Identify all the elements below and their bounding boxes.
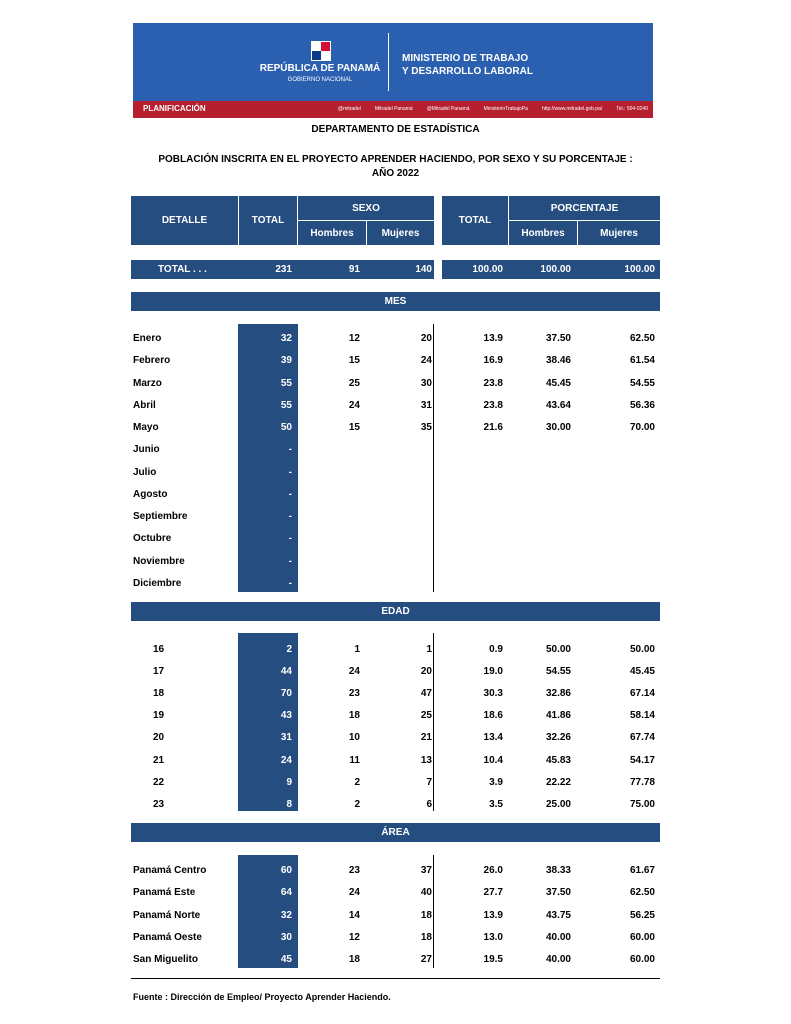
table-row: [0, 489, 791, 502]
cell-total: -: [288, 467, 292, 478]
total-row-label: TOTAL . . .: [158, 264, 207, 275]
cell-total: -: [288, 533, 292, 544]
table-row: [0, 954, 791, 967]
cell-mujeres-porcentaje: 45.45: [629, 666, 655, 677]
cell-hombres-porcentaje: 43.64: [545, 400, 571, 411]
cell-mujeres: 25: [420, 710, 432, 721]
cell-total-porcentaje: 13.9: [483, 333, 503, 344]
table-title-line-2: AÑO 2022: [371, 168, 420, 179]
cell-total-porcentaje: 16.9: [483, 355, 503, 366]
cell-hombres: 23: [348, 688, 360, 699]
panama-flag-icon: [311, 41, 331, 61]
cell-mujeres-porcentaje: 60.00: [629, 932, 655, 943]
cell-mujeres: 24: [420, 355, 432, 366]
table-row: [0, 799, 791, 812]
cell-mujeres: 20: [420, 666, 432, 677]
cell-hombres-porcentaje: 40.00: [545, 954, 571, 965]
row-label: Abril: [133, 400, 156, 411]
cell-hombres-porcentaje: 50.00: [545, 644, 571, 655]
row-label: 21: [153, 755, 165, 766]
row-label: 22: [153, 777, 165, 788]
row-label: Noviembre: [133, 556, 185, 567]
table-row: [0, 666, 791, 679]
cell-hombres: 24: [348, 666, 360, 677]
cell-hombres-porcentaje: 38.46: [545, 355, 571, 366]
row-label: San Miguelito: [133, 954, 198, 965]
header-mujeres: Mujeres: [367, 221, 434, 245]
section-area: ÁREA: [131, 823, 660, 842]
cell-hombres-porcentaje: 45.83: [545, 755, 571, 766]
cell-total-porcentaje: 26.0: [483, 865, 503, 876]
cell-total: 2: [286, 644, 292, 655]
ministerio-label: [402, 52, 533, 78]
cell-total: 43: [280, 710, 292, 721]
table-row: [0, 865, 791, 878]
cell-mujeres-porcentaje: 67.74: [629, 732, 655, 743]
header-hombres-porcentaje: Hombres: [509, 221, 577, 245]
table-row: [0, 556, 791, 569]
total-row-total-porcentaje: 100.00: [472, 264, 503, 275]
row-label: Octubre: [133, 533, 172, 544]
table-row: [0, 910, 791, 923]
table-row: [0, 400, 791, 413]
youtube-handle: MinisterioTrabajoPa: [483, 106, 528, 112]
cell-total-porcentaje: 10.4: [483, 755, 503, 766]
cell-total-porcentaje: 30.3: [483, 688, 503, 699]
social-links: [338, 106, 648, 112]
cell-total: 70: [280, 688, 292, 699]
cell-total-porcentaje: 23.8: [483, 400, 503, 411]
cell-total: 31: [280, 732, 292, 743]
republica-label: REPÚBLICA DE PANAMÁ: [259, 63, 381, 74]
cell-hombres: 12: [348, 932, 360, 943]
cell-mujeres-porcentaje: 61.67: [629, 865, 655, 876]
cell-total: -: [288, 578, 292, 589]
cell-mujeres: 6: [426, 799, 432, 810]
cell-mujeres-porcentaje: 70.00: [629, 422, 655, 433]
table-row: [0, 688, 791, 701]
header-total: TOTAL: [239, 196, 297, 245]
cell-hombres-porcentaje: 37.50: [545, 333, 571, 344]
cell-hombres: 18: [348, 954, 360, 965]
table-row: [0, 444, 791, 457]
table-row: [0, 887, 791, 900]
header-total-porcentaje: TOTAL: [442, 196, 508, 245]
row-label: Diciembre: [133, 578, 182, 589]
cell-hombres-porcentaje: 32.86: [545, 688, 571, 699]
cell-hombres: 2: [354, 799, 360, 810]
website-url: http://www.mitradel.gob.pa/: [541, 106, 603, 112]
cell-total: -: [288, 511, 292, 522]
cell-mujeres: 31: [420, 400, 432, 411]
table-row: [0, 755, 791, 768]
row-label: Panamá Oeste: [133, 932, 202, 943]
header-sexo: SEXO: [298, 196, 434, 220]
cell-mujeres-porcentaje: 50.00: [629, 644, 655, 655]
cell-hombres: 23: [348, 865, 360, 876]
cell-total-porcentaje: 3.9: [489, 777, 503, 788]
cell-hombres-porcentaje: 25.00: [545, 799, 571, 810]
cell-hombres: 14: [348, 910, 360, 921]
cell-hombres: 2: [354, 777, 360, 788]
cell-total: 30: [280, 932, 292, 943]
total-row-mujeres: 140: [415, 264, 432, 275]
cell-mujeres-porcentaje: 54.17: [629, 755, 655, 766]
cell-hombres-porcentaje: 45.45: [545, 378, 571, 389]
table-row: [0, 533, 791, 546]
cell-total: 64: [280, 887, 292, 898]
table-row: [0, 467, 791, 480]
cell-hombres-porcentaje: 22.22: [545, 777, 571, 788]
department-title: DEPARTAMENTO DE ESTADÍSTICA: [311, 124, 480, 135]
header-divider: [388, 33, 389, 91]
cell-mujeres-porcentaje: 56.36: [629, 400, 655, 411]
cell-total: 55: [280, 400, 292, 411]
cell-mujeres: 21: [420, 732, 432, 743]
cell-total: -: [288, 556, 292, 567]
row-label: 17: [153, 666, 165, 677]
row-label: Mayo: [133, 422, 159, 433]
cell-mujeres-porcentaje: 77.78: [629, 777, 655, 788]
cell-total-porcentaje: 21.6: [483, 422, 503, 433]
cell-mujeres: 1: [426, 644, 432, 655]
section-mes: MES: [131, 292, 660, 311]
cell-mujeres-porcentaje: 61.54: [629, 355, 655, 366]
cell-total: 32: [280, 333, 292, 344]
cell-total: 50: [280, 422, 292, 433]
cell-total: 45: [280, 954, 292, 965]
row-label: Panamá Centro: [133, 865, 207, 876]
cell-hombres: 1: [354, 644, 360, 655]
cell-hombres-porcentaje: 30.00: [545, 422, 571, 433]
row-label: 18: [153, 688, 165, 699]
table-row: [0, 378, 791, 391]
cell-hombres-porcentaje: 37.50: [545, 887, 571, 898]
row-label: 20: [153, 732, 165, 743]
cell-total: -: [288, 489, 292, 500]
table-row: [0, 732, 791, 745]
row-label: 16: [153, 644, 165, 655]
table-row: [0, 333, 791, 346]
table-title-line-1: POBLACIÓN INSCRITA EN EL PROYECTO APRENDER HACIENDO, POR SEXO Y SU PORCENTAJE :: [158, 154, 633, 165]
table-row: [0, 710, 791, 723]
cell-total: 32: [280, 910, 292, 921]
cell-total: 9: [286, 777, 292, 788]
cell-hombres: 25: [348, 378, 360, 389]
table-row: [0, 932, 791, 945]
row-label: Marzo: [133, 378, 162, 389]
twitter-handle: @mitradel: [338, 106, 361, 112]
table-row: [0, 422, 791, 435]
row-label: Agosto: [133, 489, 168, 500]
total-row: [0, 264, 791, 277]
cell-total-porcentaje: 13.9: [483, 910, 503, 921]
cell-total-porcentaje: 13.0: [483, 932, 503, 943]
planificacion-label: PLANIFICACIÓN: [143, 104, 206, 113]
total-row-hombres-porcentaje: 100.00: [540, 264, 571, 275]
cell-total-porcentaje: 13.4: [483, 732, 503, 743]
cell-mujeres: 20: [420, 333, 432, 344]
cell-mujeres: 7: [426, 777, 432, 788]
row-label: Septiembre: [133, 511, 188, 522]
cell-mujeres: 18: [420, 932, 432, 943]
table-row: [0, 511, 791, 524]
ministerio-line-2: Y DESARROLLO LABORAL: [402, 66, 533, 77]
row-label: Panamá Norte: [133, 910, 201, 921]
total-row-total: 231: [275, 264, 292, 275]
source-note: Fuente : Dirección de Empleo/ Proyecto Aprender Haciendo.: [133, 992, 391, 1002]
footer-rule: [131, 978, 660, 979]
row-label: Febrero: [133, 355, 171, 366]
cell-mujeres: 35: [420, 422, 432, 433]
cell-mujeres-porcentaje: 56.25: [629, 910, 655, 921]
cell-total: 55: [280, 378, 292, 389]
cell-mujeres: 40: [420, 887, 432, 898]
row-label: 19: [153, 710, 165, 721]
total-row-hombres: 91: [348, 264, 360, 275]
row-label: Julio: [133, 467, 157, 478]
table-row: [0, 355, 791, 368]
cell-mujeres-porcentaje: 62.50: [629, 333, 655, 344]
cell-mujeres-porcentaje: 62.50: [629, 887, 655, 898]
cell-hombres-porcentaje: 41.86: [545, 710, 571, 721]
phone-number: Tel.: 504-0240: [616, 106, 648, 112]
cell-hombres-porcentaje: 32.26: [545, 732, 571, 743]
section-edad: EDAD: [131, 602, 660, 621]
total-row-mujeres-porcentaje: 100.00: [624, 264, 655, 275]
header-porcentaje: PORCENTAJE: [509, 196, 660, 220]
cell-hombres: 12: [348, 333, 360, 344]
header-banner: [133, 23, 653, 101]
header-hombres: Hombres: [298, 221, 366, 245]
cell-hombres: 18: [348, 710, 360, 721]
cell-mujeres: 37: [420, 865, 432, 876]
cell-total-porcentaje: 3.5: [489, 799, 503, 810]
cell-total-porcentaje: 0.9: [489, 644, 503, 655]
row-label: Enero: [133, 333, 162, 344]
cell-total: 39: [280, 355, 292, 366]
cell-total: 60: [280, 865, 292, 876]
cell-hombres: 24: [348, 887, 360, 898]
table-row: [0, 777, 791, 790]
row-label: Junio: [133, 444, 160, 455]
cell-hombres-porcentaje: 38.33: [545, 865, 571, 876]
cell-mujeres: 27: [420, 954, 432, 965]
cell-total: 24: [280, 755, 292, 766]
table-row: [0, 578, 791, 591]
cell-total-porcentaje: 18.6: [483, 710, 503, 721]
cell-total-porcentaje: 19.5: [483, 954, 503, 965]
cell-mujeres: 18: [420, 910, 432, 921]
cell-total: -: [288, 444, 292, 455]
table-row: [0, 644, 791, 657]
cell-hombres-porcentaje: 54.55: [545, 666, 571, 677]
cell-hombres: 24: [348, 400, 360, 411]
cell-total-porcentaje: 23.8: [483, 378, 503, 389]
cell-total: 44: [280, 666, 292, 677]
cell-hombres-porcentaje: 43.75: [545, 910, 571, 921]
gobierno-label: GOBIERNO NACIONAL: [287, 77, 353, 83]
cell-mujeres: 30: [420, 378, 432, 389]
cell-mujeres: 47: [420, 688, 432, 699]
row-label: Panamá Este: [133, 887, 196, 898]
cell-total: 8: [286, 799, 292, 810]
instagram-handle: @Mitradel Panamá: [426, 106, 470, 112]
cell-mujeres: 13: [420, 755, 432, 766]
cell-mujeres-porcentaje: 54.55: [629, 378, 655, 389]
row-label: 23: [153, 799, 165, 810]
facebook-handle: Mitradel Panamá: [374, 106, 413, 112]
cell-total-porcentaje: 27.7: [483, 887, 503, 898]
cell-mujeres-porcentaje: 67.14: [629, 688, 655, 699]
header-detalle: DETALLE: [131, 196, 238, 245]
header-mujeres-porcentaje: Mujeres: [578, 221, 660, 245]
cell-hombres: 10: [348, 732, 360, 743]
ministerio-line-1: MINISTERIO DE TRABAJO: [402, 53, 529, 64]
cell-mujeres-porcentaje: 75.00: [629, 799, 655, 810]
cell-mujeres-porcentaje: 58.14: [629, 710, 655, 721]
cell-hombres-porcentaje: 40.00: [545, 932, 571, 943]
cell-hombres: 11: [349, 755, 360, 766]
cell-hombres: 15: [348, 422, 360, 433]
cell-hombres: 15: [348, 355, 360, 366]
cell-mujeres-porcentaje: 60.00: [629, 954, 655, 965]
cell-total-porcentaje: 19.0: [483, 666, 503, 677]
